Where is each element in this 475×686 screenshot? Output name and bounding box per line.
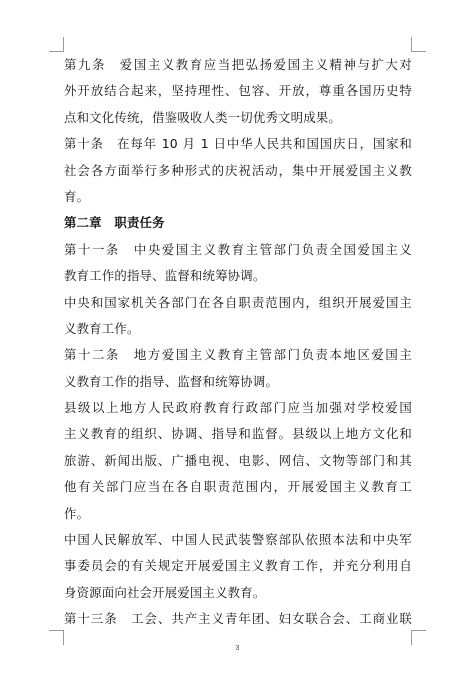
text-line: 点和文化传统，借鉴吸收人类一切优秀文明成果。 bbox=[64, 109, 341, 125]
text-line: 县级以上地方人民政府教育行政部门应当加强对学校爱国 bbox=[64, 400, 412, 416]
text-line: 身资源面向社会开展爱国主义教育。 bbox=[64, 584, 266, 600]
crop-mark-bottom-left bbox=[49, 630, 64, 645]
text-line: 中央和国家机关各部门在各自职责范围内，组织开展爱国主 bbox=[64, 294, 412, 310]
text-line: 旅游、新闻出版、广播电视、电影、网信、文物等部门和其 bbox=[64, 452, 412, 468]
chapter-heading: 第二章 职责任务 bbox=[64, 215, 165, 231]
text-line: 第十一条 中央爱国主义教育主管部门负责全国爱国主义 bbox=[64, 241, 412, 257]
document-body bbox=[64, 52, 412, 633]
text-line: 教育工作的指导、监督和统筹协调。 bbox=[64, 268, 266, 284]
crop-mark-top-left bbox=[49, 37, 64, 52]
text-line: 他有关部门应当在各自职责范围内，开展爱国主义教育工 bbox=[64, 479, 412, 495]
text-line: 第九条 爱国主义教育应当把弘扬爱国主义精神与扩大对 bbox=[64, 57, 412, 72]
text-line: 事委员会的有关规定开展爱国主义教育工作，并充分利用自 bbox=[64, 558, 412, 574]
text-line: 作。 bbox=[64, 505, 90, 521]
crop-mark-bottom-right bbox=[411, 630, 426, 645]
text-line: 义教育工作。 bbox=[64, 320, 140, 336]
text-line: 社会各方面举行多种形式的庆祝活动，集中开展爱国主义教 bbox=[64, 162, 412, 178]
text-line: 第十条 在每年 10 月 1 日中华人民共和国国庆日，国家和 bbox=[64, 136, 412, 152]
text-line: 育。 bbox=[64, 188, 90, 204]
page-number: 3 bbox=[235, 645, 240, 652]
text-line: 主义教育的组织、协调、指导和监督。县级以上地方文化和 bbox=[64, 426, 412, 442]
crop-mark-top-right bbox=[411, 37, 426, 52]
text-line: 中国人民解放军、中国人民武装警察部队依照本法和中央军 bbox=[64, 532, 412, 548]
text-line: 第十二条 地方爱国主义教育主管部门负责本地区爱国主 bbox=[64, 347, 412, 363]
text-line: 第十三条 工会、共产主义青年团、妇女联合会、工商业联 bbox=[64, 611, 412, 627]
text-line: 外开放结合起来，坚持理性、包容、开放，尊重各国历史特 bbox=[64, 83, 412, 99]
text-line: 义教育工作的指导、监督和统筹协调。 bbox=[64, 373, 279, 389]
